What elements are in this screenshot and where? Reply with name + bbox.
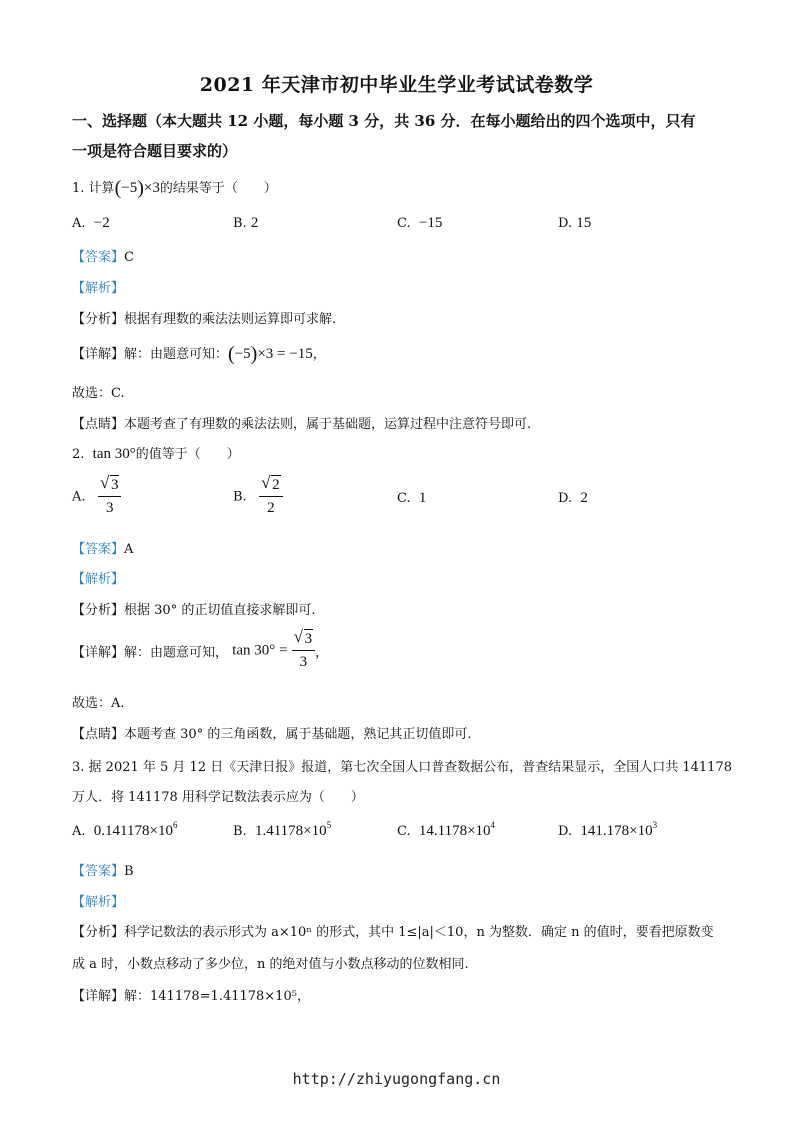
q1-analysis-tag: 【解析】: [72, 281, 125, 296]
page-title: 2021 年天津市初中毕业生学业考试试卷数学: [199, 74, 594, 96]
q1-option-d: D. 15: [558, 215, 592, 231]
q2-option-a: A. √ 3 3: [72, 478, 121, 516]
answer-tag: 【答案】: [72, 250, 125, 265]
q3-option-b: B. $1.41178\times 10^5$: [233, 820, 332, 839]
q2-detail: 【详解】解：由题意可知， tan 30° = √ 3 3 ，: [72, 627, 329, 670]
q1-option-b: B. 2: [233, 215, 259, 231]
q1-answer: 【答案】C: [72, 250, 134, 265]
question-prefix: 计算: [88, 181, 115, 196]
q3-analysis-tag: 【解析】: [72, 895, 125, 910]
question-number: 2.: [72, 447, 85, 462]
q1-choose: 故选：C.: [72, 386, 125, 401]
question-1: [72, 177, 277, 200]
question-suffix: 的结果等于（ ）: [159, 181, 277, 196]
footer-link[interactable]: http://zhiyugongfang.cn: [292, 1070, 501, 1088]
q1-option-a: A. −2: [72, 215, 110, 231]
question-2: 2. tan 30°的值等于（ ）: [72, 446, 240, 462]
q2-fenxi: 【分析】根据 30° 的正切值直接求解即可.: [72, 603, 316, 618]
question-number: 1.: [72, 181, 85, 196]
q2-option-c: C. 1: [397, 490, 427, 506]
q3-option-c: C. $14.1178\times 10^4$: [397, 820, 496, 839]
q3-fenxi-line1: 【分析】科学记数法的表示形式为 a×10ⁿ 的形式，其中 1≤|a|＜10，n 为整数．确定 n 的值时，要看把原数变: [72, 925, 714, 940]
q1-fenxi: 【分析】根据有理数的乘法法则运算即可求解.: [72, 312, 337, 327]
q1-option-c: C. −15: [397, 215, 443, 231]
q3-option-d: D. $141.178\times 10^3$: [558, 820, 658, 839]
section-heading-line2: 一项是符合题目要求的）: [72, 142, 238, 160]
q3-option-a: A. $0.141178\times 10^6$: [72, 820, 178, 839]
question-3-line2: 万人．将 141178 用科学记数法表示应为（ ）: [72, 790, 364, 805]
q3-fenxi-line2: 成 a 时，小数点移动了多少位，n 的绝对值与小数点移动的位数相同.: [72, 957, 469, 972]
q3-detail: 【详解】解：141178=1.41178×10⁵，: [72, 989, 310, 1004]
q2-analysis-tag: 【解析】: [72, 572, 125, 587]
q1-detail: 【详解】解：由题意可知：(−5)×3 = −15，: [72, 343, 326, 365]
q2-choose: 故选：A.: [72, 696, 125, 711]
q1-comment: 【点睛】本题考查了有理数的乘法法则，属于基础题，运算过程中注意符号即可.: [72, 417, 532, 432]
math-expression: (−5)×3: [114, 177, 160, 199]
q2-option-d: D. 2: [558, 490, 588, 506]
q2-option-b: B. √ 2 2: [233, 478, 283, 516]
q3-answer: 【答案】B: [72, 864, 134, 879]
question-3-line1: 3. 据 2021 年 5 月 12 日《天津日报》报道，第七次全国人口普查数据公布，普查结果显示，全国人口共 141178: [72, 760, 732, 775]
q2-answer: 【答案】A: [72, 542, 134, 557]
q2-comment: 【点睛】本题考查 30° 的三角函数，属于基础题，熟记其正切值即可.: [72, 727, 472, 742]
section-heading-line1: 一、选择题（本大题共 12 小题，每小题 3 分，共 36 分．在每小题给出的四个选项中，只有: [72, 112, 696, 130]
